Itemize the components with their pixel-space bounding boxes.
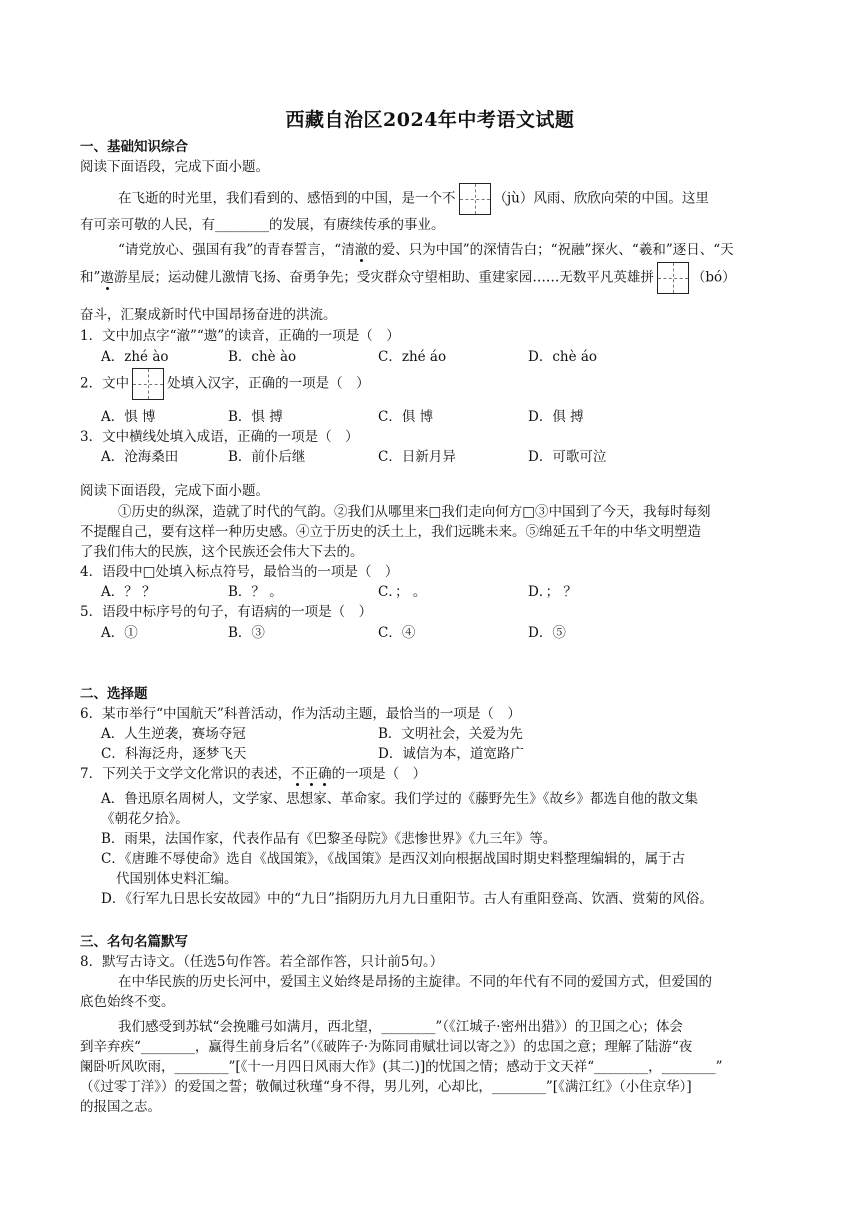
section-2-heading: 二、选择题 [80,686,148,702]
q8-para-line-7: 的报国之志。 [80,1099,161,1115]
q4-option-b[interactable]: B．？ 。 [228,584,283,600]
q7-option-a[interactable]: A．鲁迅原名周树人，文学家、思想家、革命家。我们学过的《藤野先生》《故乡》都选自他的散文集 [101,791,698,807]
char-box-1[interactable] [459,183,491,215]
q1-option-d[interactable]: D．chè áo [528,349,598,365]
passage-2-line-2: 不提醒自己，要有这样一种历史感。④立于历史的沃土上，我们远眺未来。⑤绵延五千年的中华文明塑造 [80,524,701,540]
q5-option-b[interactable]: B．③ [228,625,265,641]
passage-text: （jù）风雨、欣欣向荣的中国。这里 [493,190,709,207]
q2-option-b[interactable]: B．惧 搏 [228,409,283,425]
q4-option-a[interactable]: A．？ ？ [101,584,156,600]
page-title: 西藏自治区2024年中考语文试题 [285,109,575,131]
q5-option-a[interactable]: A．① [101,625,138,641]
q7-option-a-cont: 《朝花夕拾》。 [101,811,189,827]
q1-option-c[interactable]: C．zhé áo [378,349,447,365]
passage-2-line-1: ①历史的纵深，造就了时代的气韵。②我们从哪里来□我们走向何方□③中国到了今天，我每时每刻 [118,504,711,520]
q8-para-line-3: 我们感受到苏轼“会挽雕弓如满月，西北望，________”（《江城子·密州出猎》）的卫国之心；体会 [118,1019,683,1035]
q5-option-d[interactable]: D．⑤ [528,625,566,641]
question-text: 处填入汉字，正确的一项是（ ） [167,375,370,392]
passage-text: 在飞逝的时光里，我们看到的、感悟到的中国，是一个不 [118,190,456,207]
question-3: 3．文中横线处填入成语，正确的一项是（ ） [80,429,359,445]
q8-para-line-2: 底色始终不变。 [80,994,175,1010]
q8-para-line-1: 在中华民族的历史长河中，爱国主义始终是昂扬的主旋律。不同的年代有不同的爱国方式，但爱国的 [118,974,712,990]
question-1: 1．文中加点字“澈”“遨”的读音，正确的一项是（ ） [80,328,400,344]
q6-option-a[interactable]: A．人生逆袭，赛场夺冠 [101,726,246,742]
question-text: 7．下列关于文学文化常识的表述， [80,766,292,782]
q6-option-c[interactable]: C．科海泛舟，逐梦飞天 [101,746,247,762]
question-5: 5．语段中标序号的句子，有语病的一项是（ ） [80,604,373,620]
q4-option-c[interactable]: C．； 。 [378,584,427,600]
dotted-char-ao: 遨 [100,269,114,286]
q2-option-a[interactable]: A．惧 博 [101,409,156,425]
passage-text: 的爱、只为中国”的深情告白；“祝融”探火、“羲和”逐日、“天 [368,242,734,258]
passage-1-line-5: 奋斗，汇聚成新时代中国昂扬奋进的洪流。 [80,307,337,323]
q2-option-c[interactable]: C．俱 博 [378,409,434,425]
question-8: 8．默写古诗文。（任选5句作答。若全部作答，只计前5句。） [80,954,444,970]
q7-option-c-cont: 代国别体史料汇编。 [116,871,238,887]
passage-2-line-3: 了我们伟大的民族，这个民族还会伟大下去的。 [80,544,364,560]
section-3-heading: 三、名句名篇默写 [80,934,188,950]
q7-option-b[interactable]: B．雨果，法国作家，代表作品有《巴黎圣母院》《悲惨世界》《九三年》等。 [101,831,557,847]
question-7 [80,762,426,782]
passage-1-line-4 [80,262,736,294]
char-box-2[interactable] [657,262,689,294]
q2-option-d[interactable]: D．俱 搏 [528,409,584,425]
question-2 [80,368,370,400]
passage-text: 游星辰；运动健儿激情飞扬、奋勇争先；受灾群众守望相助、重建家园……无数平凡英雄拼 [113,269,654,286]
q3-option-c[interactable]: C．日新月异 [378,449,456,465]
q7-option-c[interactable]: C．《唐雎不辱使命》选自《战国策》，《战国策》是西汉刘向根据战国时期史料整理编辑的，属于古 [101,851,686,867]
reading-intro-1: 阅读下面语段，完成下面小题。 [80,159,269,175]
q1-option-a[interactable]: A．zhé ào [101,349,169,365]
dotted-char-bu: 不 [291,766,305,782]
section-1-heading: 一、基础知识综合 [80,139,188,155]
passage-1-line-3 [118,238,734,258]
passage-text: “请党放心、强国有我”的青春誓言，“清 [118,242,355,258]
passage-1-line-2: 有可亲可敬的人民，有________的发展，有赓续传承的事业。 [80,217,445,233]
q3-option-a[interactable]: A．沧海桑田 [101,449,179,465]
q8-para-line-4: 到辛弃疾“________，赢得生前身后名”（《破阵子·为陈同甫赋壮词以寄之》）的忠国之意；理解了陆游“夜 [80,1039,693,1055]
q6-option-d[interactable]: D．诚信为本，道宽路广 [378,746,524,762]
passage-text: （bó） [691,269,736,286]
q4-option-d[interactable]: D．； ？ [528,584,577,600]
reading-intro-2: 阅读下面语段，完成下面小题。 [80,483,269,499]
passage-1-line-1 [118,183,709,215]
dotted-char-zheng: 正 [304,766,319,782]
q7-option-d[interactable]: D．《行军九日思长安故园》中的“九日”指阴历九月九日重阳节。古人有重阳登高、饮酒、赏菊的风俗。 [101,891,713,907]
q5-option-c[interactable]: C．④ [378,625,416,641]
q8-para-line-6: （《过零丁洋》）的爱国之誓；敬佩过秋瑾“身不得，男儿列，心却比，________”[《满江红》（小住京华）] [80,1079,692,1095]
dotted-char-che: 澈 [354,242,369,258]
q6-option-b[interactable]: B．文明社会，关爱为先 [378,726,523,742]
question-6: 6．某市举行“中国航天”科普活动，作为活动主题，最恰当的一项是（ ） [80,706,521,722]
q8-para-line-5: 阑卧听风吹雨，________”[《十一月四日风雨大作》(其二)]的忧国之情；感动于文天祥“________，________” [80,1059,723,1075]
q3-option-b[interactable]: B．前仆后继 [228,449,306,465]
char-box-q2 [132,368,164,400]
passage-text: 和” [80,269,101,286]
dotted-char-que: 确 [318,766,332,782]
q1-option-b[interactable]: B．chè ào [228,349,297,365]
q3-option-d[interactable]: D．可歌可泣 [528,449,607,465]
question-4: 4．语段中□处填入标点符号，最恰当的一项是（ ） [80,564,399,580]
question-text: 的一项是（ ） [331,766,427,782]
question-text: 2．文中 [80,375,130,392]
